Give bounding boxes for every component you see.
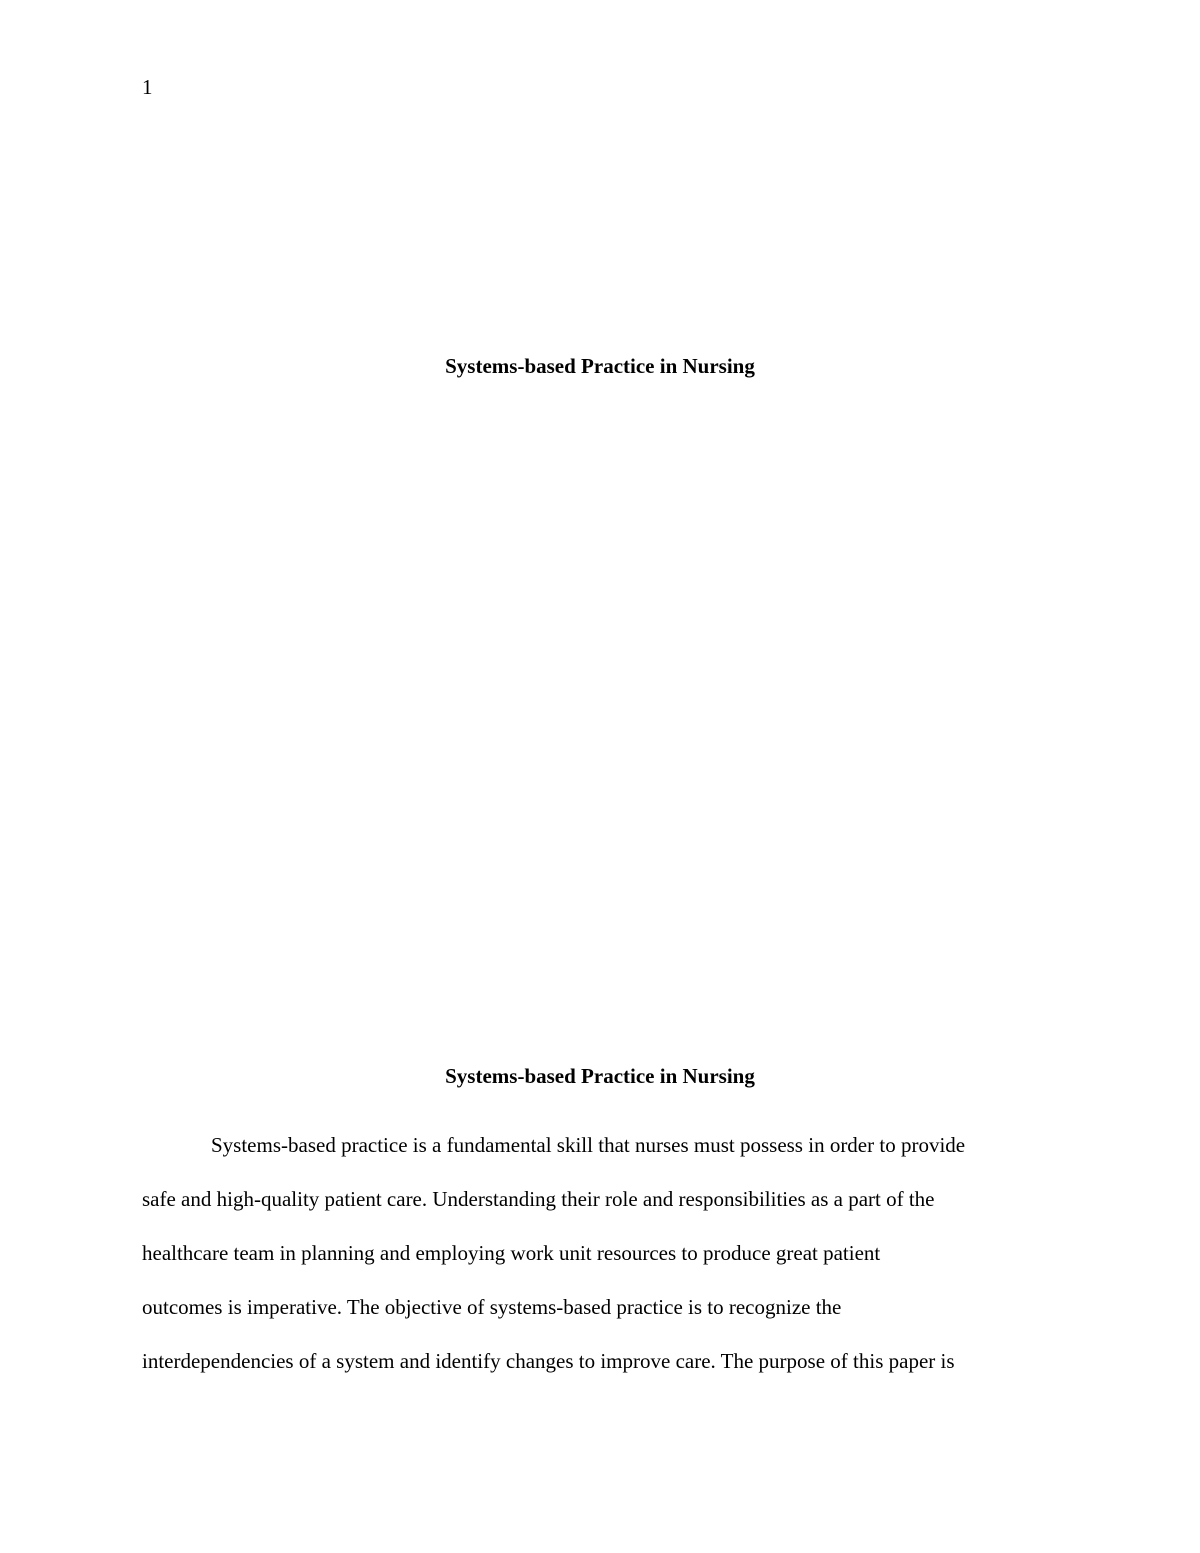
- paragraph-line: interdependencies of a system and identify changes to improve care. The purpose of this paper is: [142, 1349, 955, 1373]
- page-number: 1: [142, 75, 153, 99]
- paragraph-line: outcomes is imperative. The objective of systems-based practice is to recognize the: [142, 1295, 842, 1319]
- body-paragraph: [142, 1131, 1062, 1401]
- paragraph-line: Systems-based practice is a fundamental skill that nurses must possess in order to provide: [211, 1133, 966, 1157]
- paragraph-line: healthcare team in planning and employing work unit resources to produce great patient: [142, 1241, 881, 1265]
- title-page-title: Systems-based Practice in Nursing: [445, 354, 755, 378]
- body-title: Systems-based Practice in Nursing: [445, 1064, 755, 1088]
- paragraph-line: safe and high-quality patient care. Understanding their role and responsibilities as a part of the: [142, 1187, 935, 1211]
